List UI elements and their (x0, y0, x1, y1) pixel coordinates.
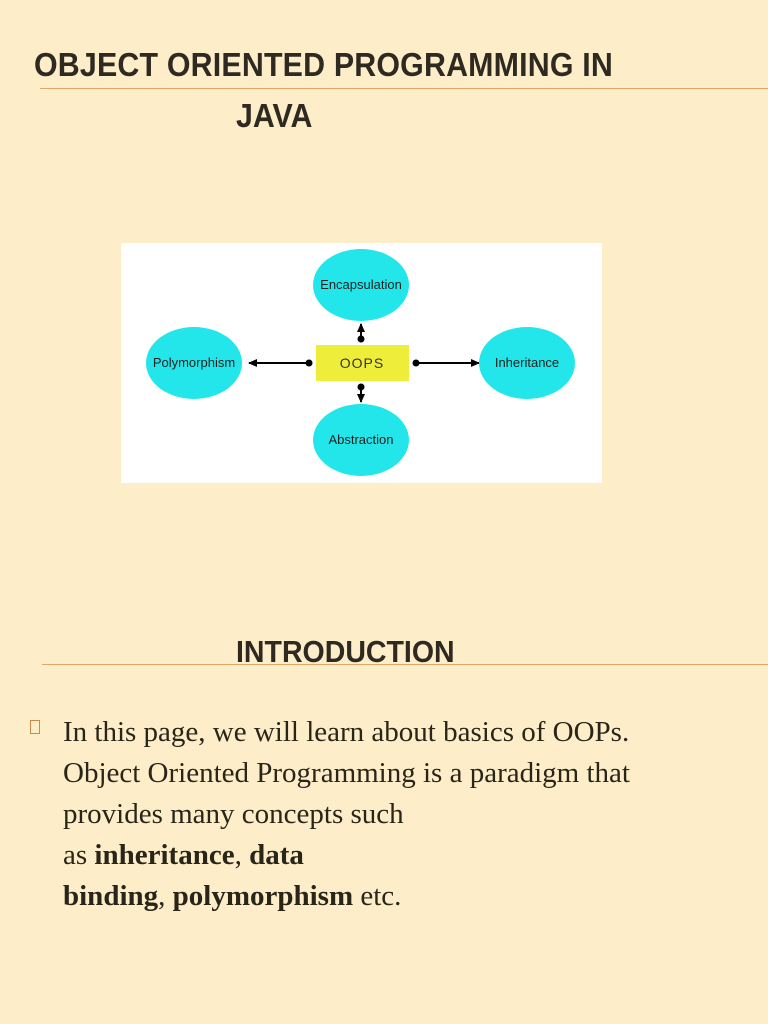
connector-top (358, 324, 365, 343)
connector-left (249, 360, 313, 367)
term-data: data (249, 839, 304, 871)
slide-title: OBJECT ORIENTED PROGRAMMING IN (34, 46, 614, 83)
connector-bottom (358, 384, 365, 403)
term-binding: binding (63, 880, 159, 912)
line4-separator: , (234, 839, 250, 871)
title-divider (40, 88, 768, 89)
hollow-square-bullet-icon (30, 720, 40, 734)
line5-suffix: etc. (353, 880, 402, 912)
intro-line-1: In this page, we will learn about basics of OOPs. (63, 716, 630, 748)
node-abstraction-label: Abstraction (328, 432, 394, 447)
intro-line-3: provides many concepts such (63, 798, 404, 830)
node-inheritance (479, 327, 575, 399)
line5-separator: , (158, 880, 173, 912)
term-inheritance: inheritance (94, 839, 235, 871)
intro-paragraph (30, 712, 750, 917)
bullet-list (30, 712, 750, 917)
slide-title-line2: JAVA (236, 97, 313, 134)
node-encapsulation-label: Encapsulation (320, 277, 402, 292)
node-polymorphism-label: Polymorphism (152, 355, 236, 370)
section-heading: INTRODUCTION (236, 634, 455, 669)
node-polymorphism (146, 327, 242, 399)
node-oops (316, 345, 409, 381)
node-inheritance-label: Inheritance (494, 355, 560, 370)
node-encapsulation (313, 249, 409, 321)
node-abstraction (313, 404, 409, 476)
line4-prefix: as (63, 839, 95, 871)
intro-line-2: Object Oriented Programming is a paradigm that (63, 757, 630, 789)
section-divider (42, 664, 768, 665)
oops-diagram (121, 243, 602, 483)
term-polymorphism: polymorphism (172, 880, 354, 912)
connector-right (413, 360, 480, 367)
intro-line-5 (63, 876, 750, 917)
node-oops-label: OOPS (339, 355, 385, 371)
intro-line-4 (63, 835, 750, 876)
